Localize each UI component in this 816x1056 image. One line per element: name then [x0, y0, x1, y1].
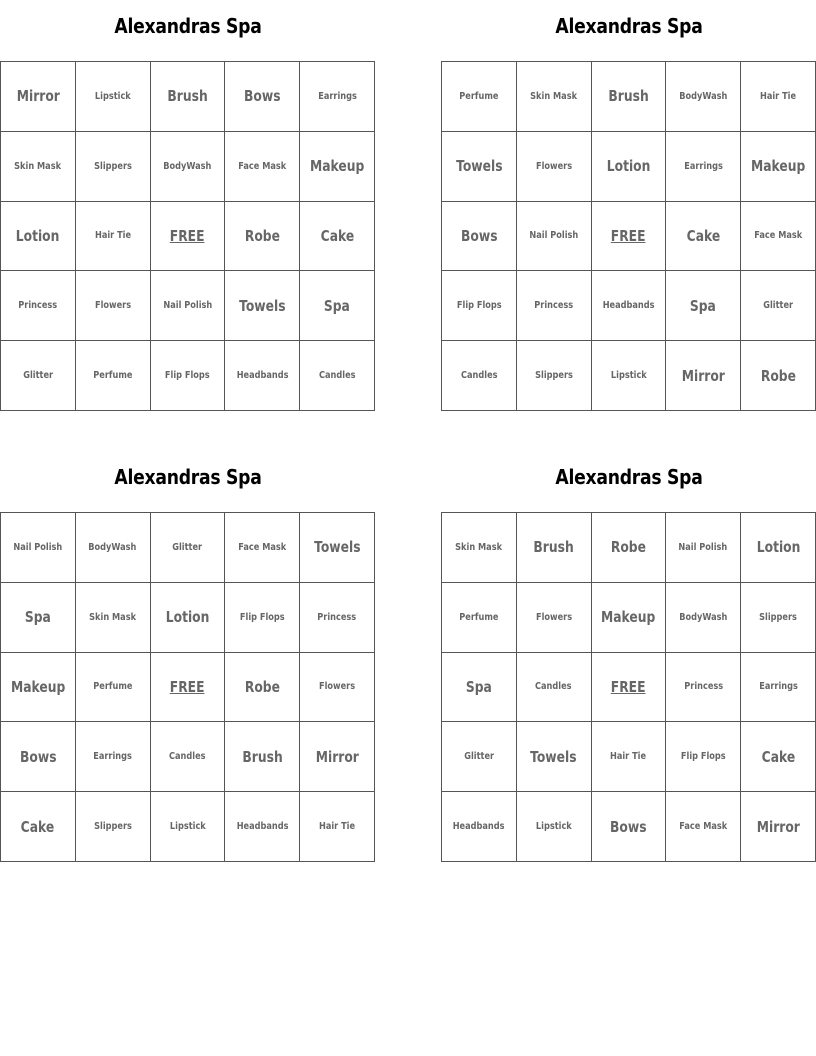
bingo-cell — [442, 792, 517, 862]
bingo-cell-label: Face Mask — [679, 821, 728, 833]
bingo-cell — [1, 202, 76, 272]
bingo-cell-label: Bows — [610, 817, 647, 836]
bingo-cell — [666, 341, 741, 411]
bingo-cell — [666, 792, 741, 862]
bingo-cell-label: Candles — [169, 751, 206, 763]
bingo-cell-label: Perfume — [459, 611, 499, 623]
bingo-cell-label: Hair Tie — [94, 230, 131, 242]
bingo-cell-label: Cake — [686, 226, 721, 245]
bingo-cell-label: Nail Polish — [13, 541, 63, 553]
bingo-cell-label: Slippers — [93, 821, 132, 833]
bingo-cell-label: Robe — [610, 538, 647, 557]
free-space-cell — [592, 653, 667, 723]
bingo-cell — [1, 722, 76, 792]
bingo-cell-label: Face Mask — [238, 160, 287, 172]
bingo-cell-label: Hair Tie — [760, 90, 797, 102]
bingo-cell-label: Princess — [683, 681, 723, 693]
bingo-cell — [1, 653, 76, 723]
bingo-cell-label: Flowers — [535, 160, 572, 172]
bingo-cell — [442, 271, 517, 341]
bingo-cell-label: Lipstick — [169, 821, 206, 833]
bingo-cell — [442, 202, 517, 272]
card-title: Alexandras Spa — [114, 14, 262, 38]
bingo-cell-label: Lotion — [606, 157, 651, 176]
bingo-cell — [76, 513, 151, 583]
bingo-cell-label: Slippers — [759, 611, 797, 623]
bingo-cell — [225, 271, 300, 341]
bingo-cell — [151, 341, 226, 411]
free-space-label: FREE — [611, 677, 646, 696]
bingo-cell — [666, 653, 741, 723]
bingo-cell-label: Flip Flops — [456, 300, 502, 312]
bingo-cell — [1, 792, 76, 862]
bingo-cell-label: BodyWash — [88, 541, 137, 553]
bingo-cell-label: Slippers — [534, 370, 573, 382]
bingo-cell — [741, 271, 816, 341]
bingo-cell-label: Brush — [167, 87, 208, 106]
bingo-cell — [442, 62, 517, 132]
bingo-cell-label: Headbands — [236, 821, 289, 833]
bingo-cell-label: Mirror — [756, 817, 800, 836]
bingo-cell-label: BodyWash — [163, 160, 212, 172]
bingo-cell-label: Candles — [460, 370, 498, 382]
free-space-cell — [151, 653, 226, 723]
bingo-cell-label: Bows — [19, 747, 57, 766]
bingo-cell — [225, 722, 300, 792]
bingo-cell-label: Brush — [533, 538, 574, 557]
bingo-cell — [592, 722, 667, 792]
bingo-cell — [592, 271, 667, 341]
bingo-grid — [0, 61, 375, 411]
bingo-cell — [666, 62, 741, 132]
bingo-cell — [151, 62, 226, 132]
bingo-cell — [592, 341, 667, 411]
free-space-label: FREE — [170, 226, 205, 245]
bingo-cell — [151, 792, 226, 862]
bingo-cell-label: Makeup — [601, 608, 656, 627]
bingo-cell — [76, 341, 151, 411]
bingo-cell — [442, 722, 517, 792]
bingo-cell — [1, 62, 76, 132]
bingo-cell — [300, 653, 375, 723]
bingo-cell-label: Brush — [608, 87, 649, 106]
bingo-cell — [225, 202, 300, 272]
bingo-cell — [300, 583, 375, 653]
free-space-cell — [592, 202, 667, 272]
bingo-cell-label: Spa — [465, 677, 492, 696]
bingo-cell — [741, 792, 816, 862]
bingo-cell-label: Lipstick — [535, 821, 572, 833]
bingo-cell-label: Spa — [324, 296, 351, 315]
bingo-cell-label: Towels — [530, 747, 577, 766]
bingo-cell-label: Nail Polish — [163, 300, 212, 312]
bingo-cell — [76, 132, 151, 202]
bingo-cell-label: Lipstick — [610, 370, 647, 382]
bingo-cell — [76, 653, 151, 723]
bingo-cell — [517, 513, 592, 583]
bingo-cell-label: Mirror — [16, 87, 60, 106]
bingo-cell-label: Glitter — [763, 300, 793, 312]
bingo-cell-label: Nail Polish — [529, 230, 579, 242]
bingo-cell-label: Perfume — [93, 370, 133, 382]
bingo-cell-label: Flowers — [319, 681, 356, 693]
bingo-cell — [517, 202, 592, 272]
bingo-cell-label: Glitter — [172, 541, 203, 553]
bingo-cell — [225, 132, 300, 202]
bingo-cell-label: Flip Flops — [680, 751, 726, 763]
bingo-cell — [300, 792, 375, 862]
bingo-cell-label: Lotion — [756, 538, 800, 557]
bingo-cell — [76, 202, 151, 272]
bingo-cell — [517, 653, 592, 723]
bingo-cell — [300, 132, 375, 202]
bingo-grid — [441, 61, 816, 411]
bingo-cell-label: Towels — [239, 296, 286, 315]
bingo-cell-label: Princess — [317, 611, 357, 623]
bingo-cell — [741, 513, 816, 583]
bingo-cell — [666, 132, 741, 202]
bingo-cell — [666, 513, 741, 583]
card-title: Alexandras Spa — [114, 465, 262, 489]
bingo-cell — [442, 513, 517, 583]
bingo-cell — [517, 132, 592, 202]
bingo-cell-label: Headbands — [452, 821, 505, 833]
bingo-cell-label: Princess — [18, 300, 58, 312]
bingo-cell-label: Flowers — [535, 611, 572, 623]
bingo-cell-label: Perfume — [459, 90, 499, 102]
card-title: Alexandras Spa — [555, 465, 703, 489]
bingo-cell-label: Earrings — [317, 90, 357, 102]
bingo-cell — [76, 271, 151, 341]
bingo-cell-label: Skin Mask — [530, 90, 578, 102]
bingo-cell — [151, 513, 226, 583]
bingo-cell-label: Lotion — [165, 608, 210, 627]
bingo-grid — [0, 512, 375, 862]
bingo-cell-label: Candles — [318, 370, 356, 382]
bingo-cell — [666, 583, 741, 653]
bingo-cell — [225, 341, 300, 411]
free-space-cell — [151, 202, 226, 272]
bingo-cell — [300, 722, 375, 792]
bingo-cell-label: Robe — [244, 226, 280, 245]
bingo-cell-label: Slippers — [93, 160, 132, 172]
bingo-cell-label: Earrings — [758, 681, 798, 693]
bingo-cell — [151, 132, 226, 202]
bingo-cell-label: Spa — [24, 608, 51, 627]
bingo-cell — [517, 62, 592, 132]
bingo-cell — [225, 62, 300, 132]
bingo-cell-label: Bows — [244, 87, 281, 106]
bingo-cell — [741, 722, 816, 792]
bingo-cell-label: Skin Mask — [14, 160, 62, 172]
bingo-cell-label: Lotion — [16, 226, 60, 245]
bingo-cell — [76, 722, 151, 792]
bingo-cell — [1, 132, 76, 202]
bingo-cell-label: Lipstick — [94, 90, 131, 102]
bingo-cell — [666, 202, 741, 272]
bingo-cell — [300, 62, 375, 132]
bingo-cell-label: Flip Flops — [239, 611, 285, 623]
bingo-cell-label: Brush — [242, 747, 283, 766]
bingo-cell-label: Face Mask — [238, 541, 287, 553]
bingo-cell — [1, 583, 76, 653]
bingo-cell-label: Candles — [535, 681, 572, 693]
bingo-cell — [592, 583, 667, 653]
bingo-cell — [666, 271, 741, 341]
bingo-cell-label: Skin Mask — [455, 541, 503, 553]
bingo-cell-label: Flowers — [94, 300, 131, 312]
bingo-cell-label: Nail Polish — [678, 541, 728, 553]
bingo-cell-label: Mirror — [315, 747, 359, 766]
bingo-cell — [592, 792, 667, 862]
bingo-cell — [300, 271, 375, 341]
bingo-cell — [442, 132, 517, 202]
bingo-cell — [151, 271, 226, 341]
bingo-cell — [741, 583, 816, 653]
bingo-cell-label: Robe — [244, 677, 280, 696]
bingo-cell — [300, 513, 375, 583]
bingo-cell-label: Makeup — [750, 157, 806, 176]
bingo-cell — [1, 341, 76, 411]
bingo-grid — [441, 512, 816, 862]
card-title: Alexandras Spa — [555, 14, 703, 38]
bingo-cell — [76, 62, 151, 132]
bingo-cell — [592, 513, 667, 583]
bingo-cell-label: Perfume — [93, 681, 133, 693]
bingo-cell — [517, 583, 592, 653]
bingo-cell — [741, 62, 816, 132]
bingo-cell-label: Makeup — [10, 677, 66, 696]
bingo-cell — [592, 62, 667, 132]
bingo-cell — [517, 271, 592, 341]
bingo-cell-label: Skin Mask — [89, 611, 137, 623]
bingo-cell-label: Earrings — [683, 160, 723, 172]
bingo-cell-label: Cake — [320, 226, 354, 245]
bingo-cell-label: Face Mask — [754, 230, 803, 242]
bingo-cell — [741, 202, 816, 272]
bingo-cell-label: Mirror — [681, 366, 725, 385]
bingo-cell — [225, 513, 300, 583]
bingo-cell — [666, 722, 741, 792]
bingo-cell-label: Makeup — [309, 157, 365, 176]
bingo-cell-label: Cake — [761, 747, 795, 766]
bingo-cell — [300, 202, 375, 272]
bingo-cell — [1, 513, 76, 583]
bingo-cell — [1, 271, 76, 341]
bingo-cell-label: Hair Tie — [610, 751, 647, 763]
bingo-cell — [151, 722, 226, 792]
bingo-cell — [517, 722, 592, 792]
bingo-cell-label: Glitter — [22, 370, 53, 382]
bingo-cell — [517, 341, 592, 411]
bingo-cell-label: Earrings — [93, 751, 133, 763]
bingo-cell — [76, 583, 151, 653]
bingo-cell-label: BodyWash — [679, 90, 728, 102]
bingo-cell-label: BodyWash — [679, 611, 728, 623]
bingo-cell — [592, 132, 667, 202]
bingo-cell-label: Headbands — [602, 300, 655, 312]
bingo-cell — [300, 341, 375, 411]
bingo-cell-label: Headbands — [236, 370, 289, 382]
bingo-cell-label: Bows — [460, 226, 498, 245]
bingo-cell-label: Robe — [760, 366, 796, 385]
bingo-cell-label: Towels — [455, 157, 503, 176]
bingo-cell — [442, 653, 517, 723]
bingo-cell — [225, 583, 300, 653]
bingo-cell — [517, 792, 592, 862]
free-space-label: FREE — [611, 226, 646, 245]
bingo-cell — [741, 341, 816, 411]
bingo-cell-label: Glitter — [463, 751, 494, 763]
bingo-cell — [151, 583, 226, 653]
bingo-cell — [442, 341, 517, 411]
bingo-cell — [225, 653, 300, 723]
bingo-cell — [741, 653, 816, 723]
bingo-cell — [442, 583, 517, 653]
free-space-label: FREE — [170, 677, 205, 696]
bingo-cell-label: Flip Flops — [165, 370, 210, 382]
bingo-cell-label: Spa — [690, 296, 717, 315]
bingo-cell-label: Princess — [534, 300, 574, 312]
bingo-cell — [741, 132, 816, 202]
bingo-cell — [225, 792, 300, 862]
bingo-cell-label: Towels — [313, 538, 361, 557]
bingo-cell — [76, 792, 151, 862]
bingo-cell-label: Cake — [21, 817, 55, 836]
bingo-cell-label: Hair Tie — [319, 821, 356, 833]
